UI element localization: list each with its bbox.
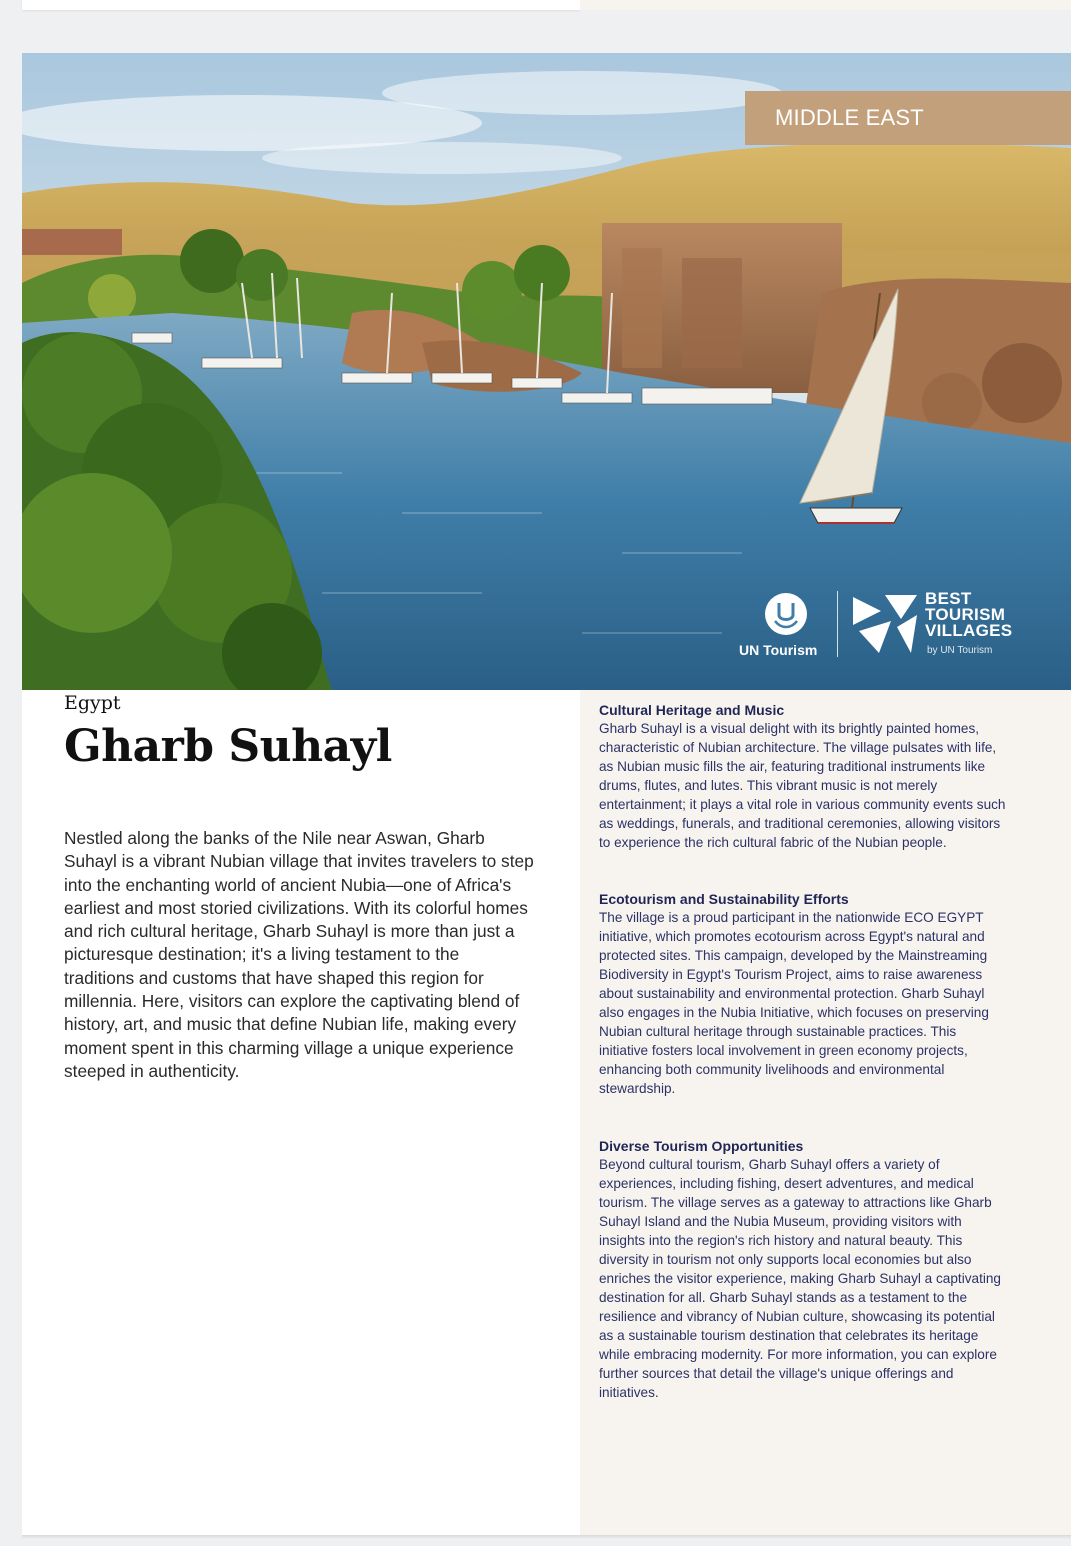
logo-divider bbox=[837, 591, 838, 657]
btv-byline: by UN Tourism bbox=[927, 645, 993, 656]
best-tourism-villages-logo-icon bbox=[851, 591, 921, 657]
section-tourism-opportunities bbox=[599, 1137, 1009, 1402]
section-body: Beyond cultural tourism, Gharb Suhayl offers a variety of experiences, including fishing, desert adventures, and medical tourism. The village serves as a gateway to attractions like Gharb Suhayl Island and the Nubia Museum, providing visitors with insights into the region's rich history and natural beauty. This diversity in tourism not only supports local economies but also enriches the visitor experience, making Gharb Suhayl a captivating destination for all. Gharb Suhayl stands as a testament to the resilience and vibrancy of Nubian culture, showcasing its potential as a sustainable tourism destination that celebrates its heritage while embracing modernity. For more information, you can explore further sources that detail the village's unique offerings and initiatives. bbox=[599, 1157, 1001, 1400]
section-heading: Ecotourism and Sustainability Efforts bbox=[599, 891, 849, 907]
un-tourism-logo-icon bbox=[763, 591, 809, 637]
previous-page-edge-right bbox=[580, 0, 1071, 10]
section-heading: Diverse Tourism Opportunities bbox=[599, 1138, 804, 1154]
previous-page-edge bbox=[22, 0, 580, 10]
section-body: Gharb Suhayl is a visual delight with its brightly painted homes, characteristic of Nubian architecture. The village pulsates with life, as Nubian music fills the air, featuring traditional instruments like drums, flutes, and lutes. This vibrant music is not merely entertainment; it plays a vital role in various community events such as weddings, funerals, and traditional ceremonies, allowing visitors to experience the rich cultural fabric of the Nubian people. bbox=[599, 721, 1006, 850]
section-body: The village is a proud participant in the nationwide ECO EGYPT initiative, which promotes ecotourism across Egypt's natural and protected sites. This campaign, developed by the Mainstreaming Biodiversity in Egypt's Tourism Project, aims to raise awareness about sustainability and environmental protection. Gharb Suhayl also engages in the Nubia Initiative, which focuses on preserving Nubian cultural heritage through sustainable practices. This initiative fosters local involvement in green economy projects, enhancing both community livelihoods and environmental stewardship. bbox=[599, 910, 989, 1096]
section-heading: Cultural Heritage and Music bbox=[599, 702, 785, 718]
page-bottom-shadow bbox=[22, 1535, 1071, 1539]
intro-paragraph: Nestled along the banks of the Nile near Aswan, Gharb Suhayl is a vibrant Nubian village that invites travelers to step into the enchanting world of ancient Nubia—one of Africa's earliest and most storied civilizations. With its colorful homes and rich cultural heritage, Gharb Suhayl is more than just a picturesque destination; it's a living testament to the traditions and customs that have shaped this region for millennia. Here, visitors can explore the captivating blend of history, art, and music that define Nubian life, making every moment spent in this charming village a unique experience steeped in authenticity. bbox=[64, 828, 534, 1081]
btv-word-villages: VILLAGES bbox=[925, 621, 1013, 640]
best-tourism-villages-logo-text bbox=[925, 591, 1012, 639]
section-ecotourism bbox=[599, 890, 1009, 1098]
country-label: Egypt bbox=[64, 692, 121, 714]
region-badge: MIDDLE EAST bbox=[745, 91, 1071, 145]
btv-word-tourism: TOURISM bbox=[925, 605, 1006, 624]
partner-logos bbox=[737, 587, 1037, 667]
section-cultural-heritage bbox=[599, 701, 1009, 852]
un-tourism-logo-text: UN Tourism bbox=[739, 642, 818, 658]
village-title: Gharb Suhayl bbox=[64, 721, 392, 772]
hero-photo-nile-aswan bbox=[22, 53, 1071, 690]
btv-word-best: BEST bbox=[925, 589, 972, 608]
